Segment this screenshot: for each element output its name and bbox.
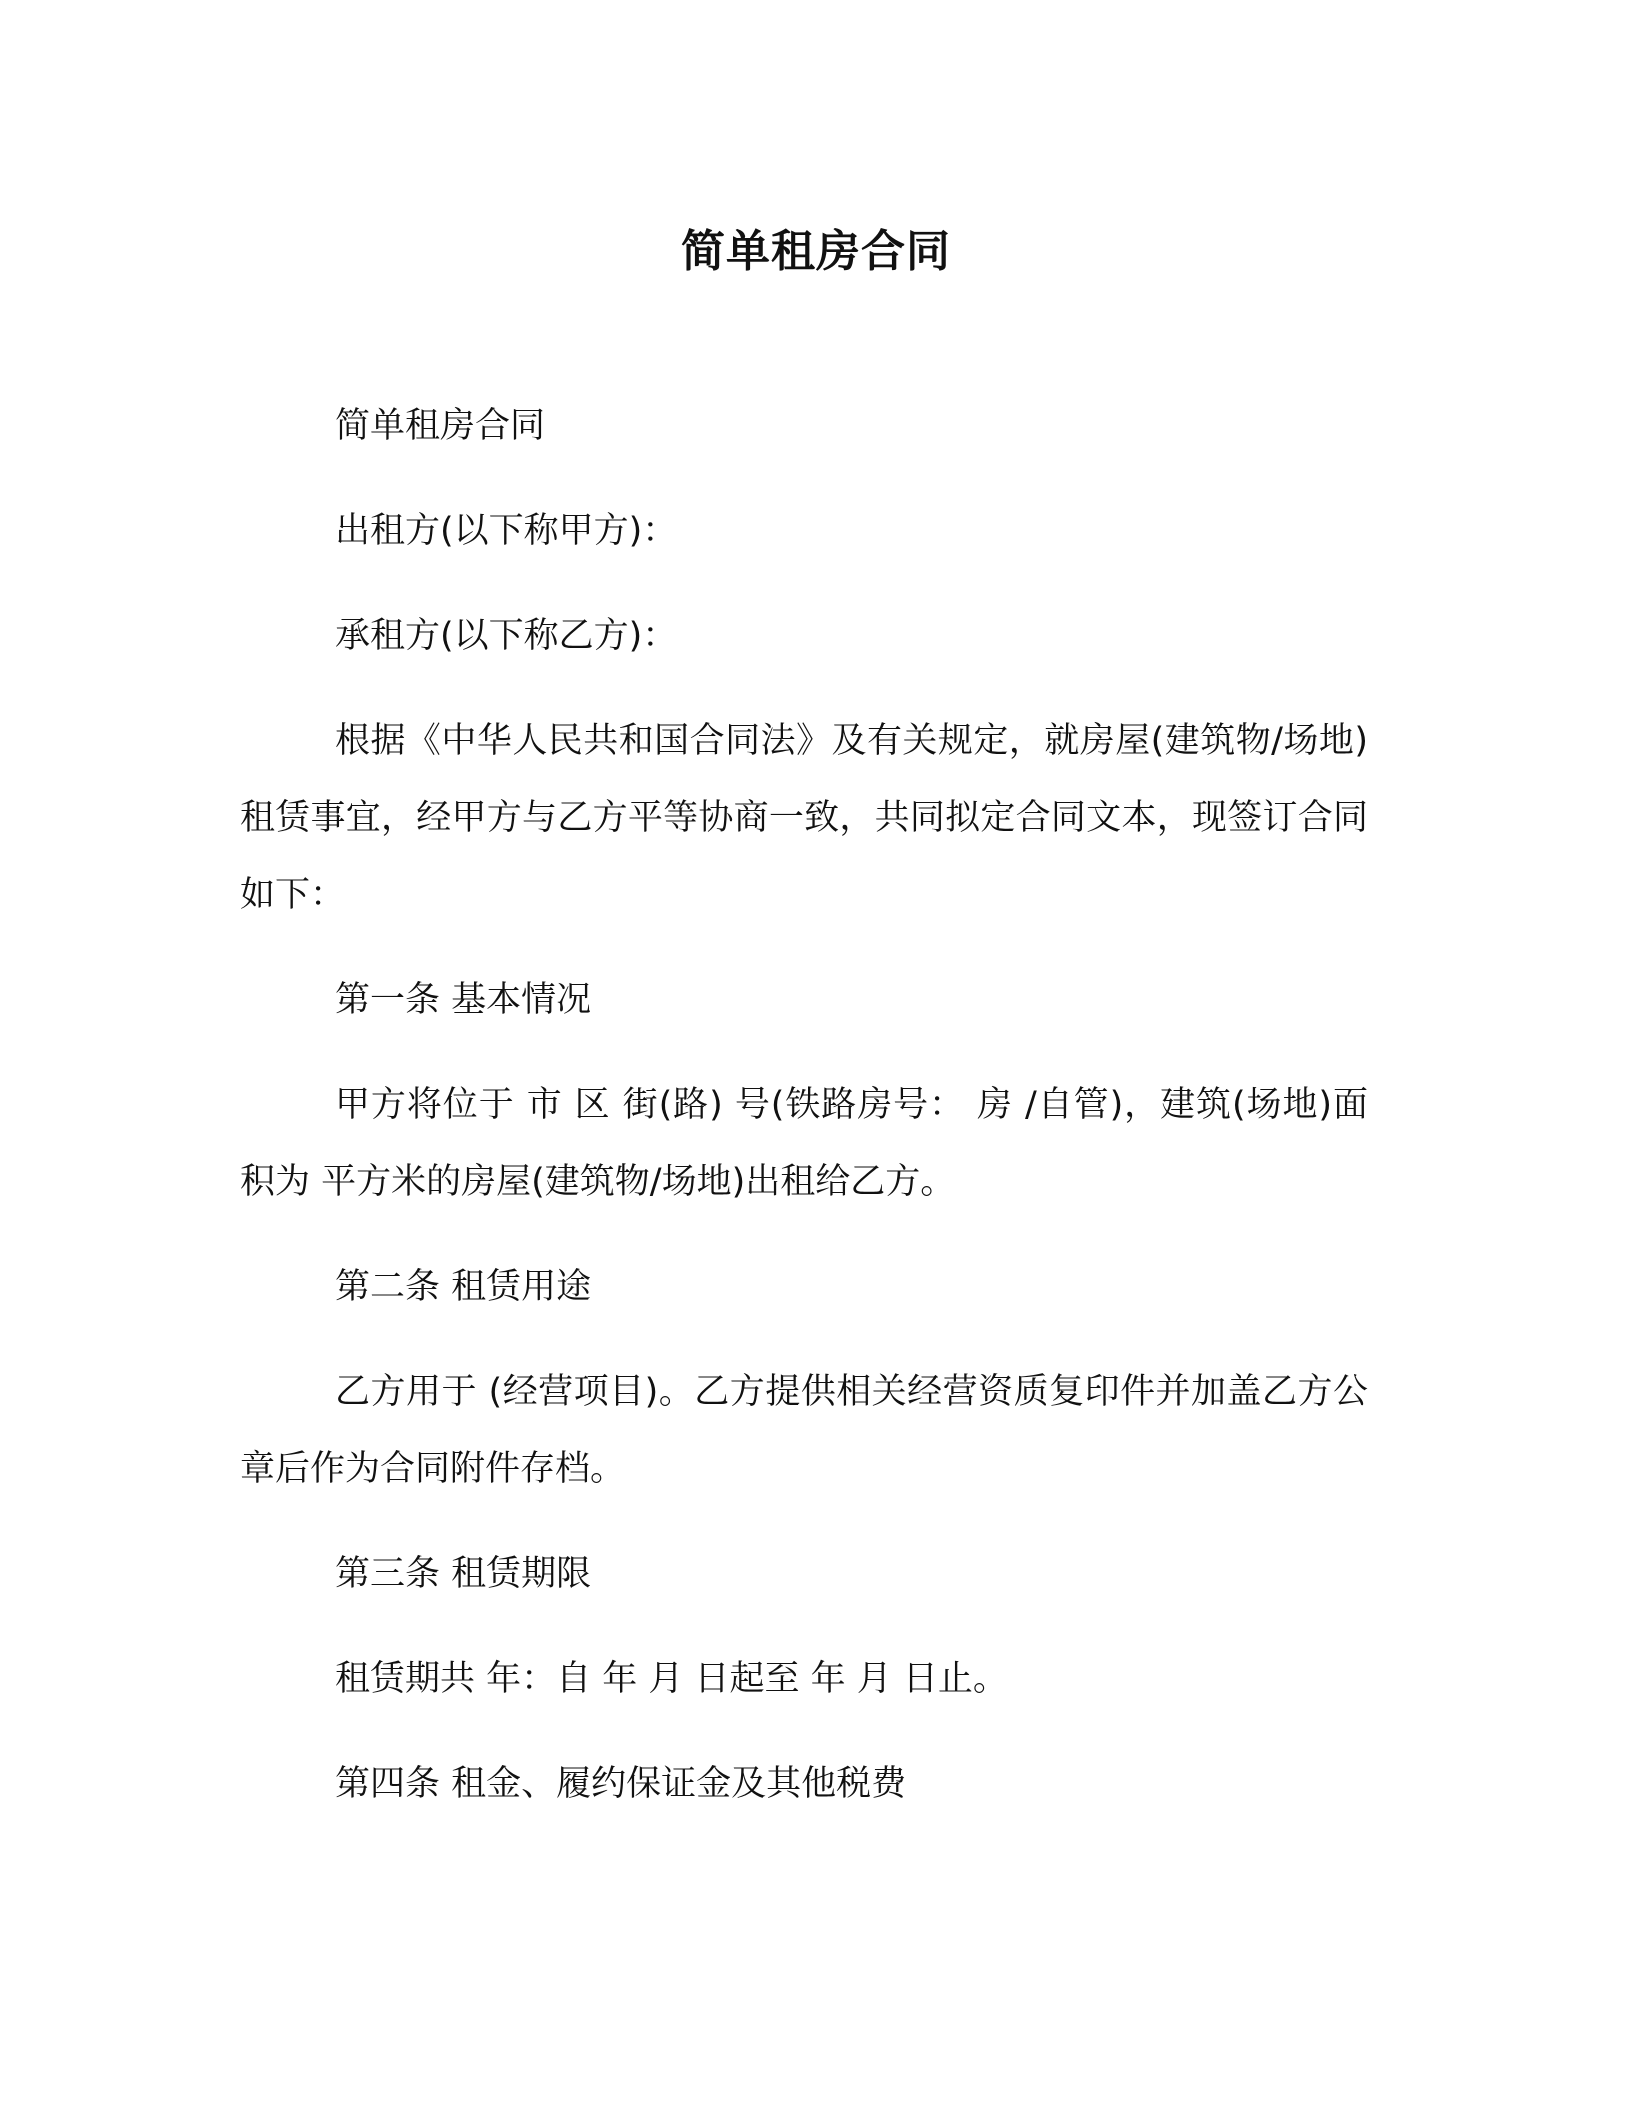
article-2-heading: 第二条 租赁用途	[335, 1267, 592, 1307]
paragraph-lessee: 承租方(以下称乙方)：	[335, 616, 678, 656]
paragraph-lessor: 出租方(以下称甲方)：	[335, 511, 678, 551]
article-3-heading: 第三条 租赁期限	[335, 1554, 592, 1594]
article-3-text: 租赁期共 年：自 年 月 日起至 年 月 日止。	[335, 1659, 1008, 1699]
paragraph-preamble: 根据《中华人民共和国合同法》及有关规定，就房屋(建筑物/场地)租赁事宜，经甲方与乙方平等协商一致，共同拟定合同文本，现签订合同如下：	[240, 721, 1368, 915]
article-1-heading: 第一条 基本情况	[335, 980, 592, 1020]
document-body	[240, 388, 1368, 1851]
paragraph-heading: 简单租房合同	[335, 406, 546, 446]
article-4-heading: 第四条 租金、履约保证金及其他税费	[335, 1764, 907, 1804]
article-1-text: 甲方将位于 市 区 街(路) 号(铁路房号： 房 /自管)，建筑(场地)面积为 平方米的房屋(建筑物/场地)出租给乙方。	[240, 1085, 1368, 1202]
article-2-text: 乙方用于 (经营项目)。乙方提供相关经营资质复印件并加盖乙方公章后作为合同附件存档。	[240, 1372, 1368, 1489]
document-title: 简单租房合同	[681, 226, 951, 277]
